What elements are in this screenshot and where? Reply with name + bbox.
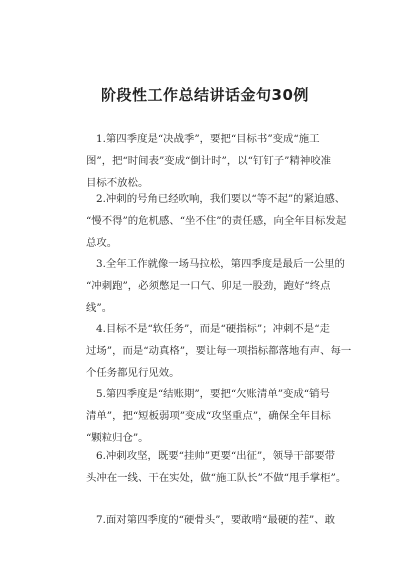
paragraph-line: “颗粒归仓”。 xyxy=(86,432,149,444)
paragraph-line: 1.第四季度是“决战季”，要把“目标书”变成“施工 xyxy=(96,133,320,145)
paragraph-2 xyxy=(86,188,352,254)
paragraph-line: 头冲在一线、干在实处，做“施工队长”不做“甩手掌柜”。 xyxy=(86,472,347,484)
paragraph-line: 清单”，把“短板弱项”变成“攻坚重点”，确保全年目标 xyxy=(86,410,331,422)
paragraph-line: 6.冲刺攻坚，既要“挂帅”更要“出征”，领导干部要带 xyxy=(96,450,335,462)
paragraph-line: “冲刺跑”，必须憋足一口气、卯足一股劲，跑好“终点 xyxy=(86,280,331,292)
paragraph-1 xyxy=(86,128,352,194)
paragraph-line: 7.面对第四季度的“硬骨头”，要敢啃“最硬的茬”、敢 xyxy=(96,514,335,526)
paragraph-line: 4.目标不是“软任务”，而是“硬指标”；冲刺不是“走 xyxy=(96,323,330,335)
paragraph-line: 个任务都见行见效。 xyxy=(86,367,180,379)
paragraph-6 xyxy=(86,445,352,489)
paragraph-line: 目标不放松。 xyxy=(86,177,149,189)
paragraph-line: 线”。 xyxy=(86,302,113,314)
paragraph-line: 图”，把“时间表”变成“倒计时”，以“钉钉子”精神咬准 xyxy=(86,155,331,167)
paragraph-3 xyxy=(86,253,352,319)
document-title: 阶段性工作总结讲话金句30例 xyxy=(101,86,309,104)
paragraph-line: 5.第四季度是“结账期”，要把“欠账清单”变成“销号 xyxy=(96,388,330,400)
paragraph-line: 3.全年工作就像一场马拉松，第四季度是最后一公里的 xyxy=(96,258,345,270)
paragraph-line: 总攻。 xyxy=(86,237,118,249)
paragraph-5 xyxy=(86,383,352,449)
paragraph-line: “慢不得”的危机感、“坐不住”的责任感，向全年目标发起 xyxy=(86,215,347,227)
paragraph-7 xyxy=(86,509,352,531)
paragraph-line: 过场”，而是“动真格”，要让每一项指标都落地有声、每一 xyxy=(86,345,352,357)
paragraph-4 xyxy=(86,318,352,384)
paragraph-line: 2.冲刺的号角已经吹响，我们要以“等不起”的紧迫感、 xyxy=(96,193,346,205)
